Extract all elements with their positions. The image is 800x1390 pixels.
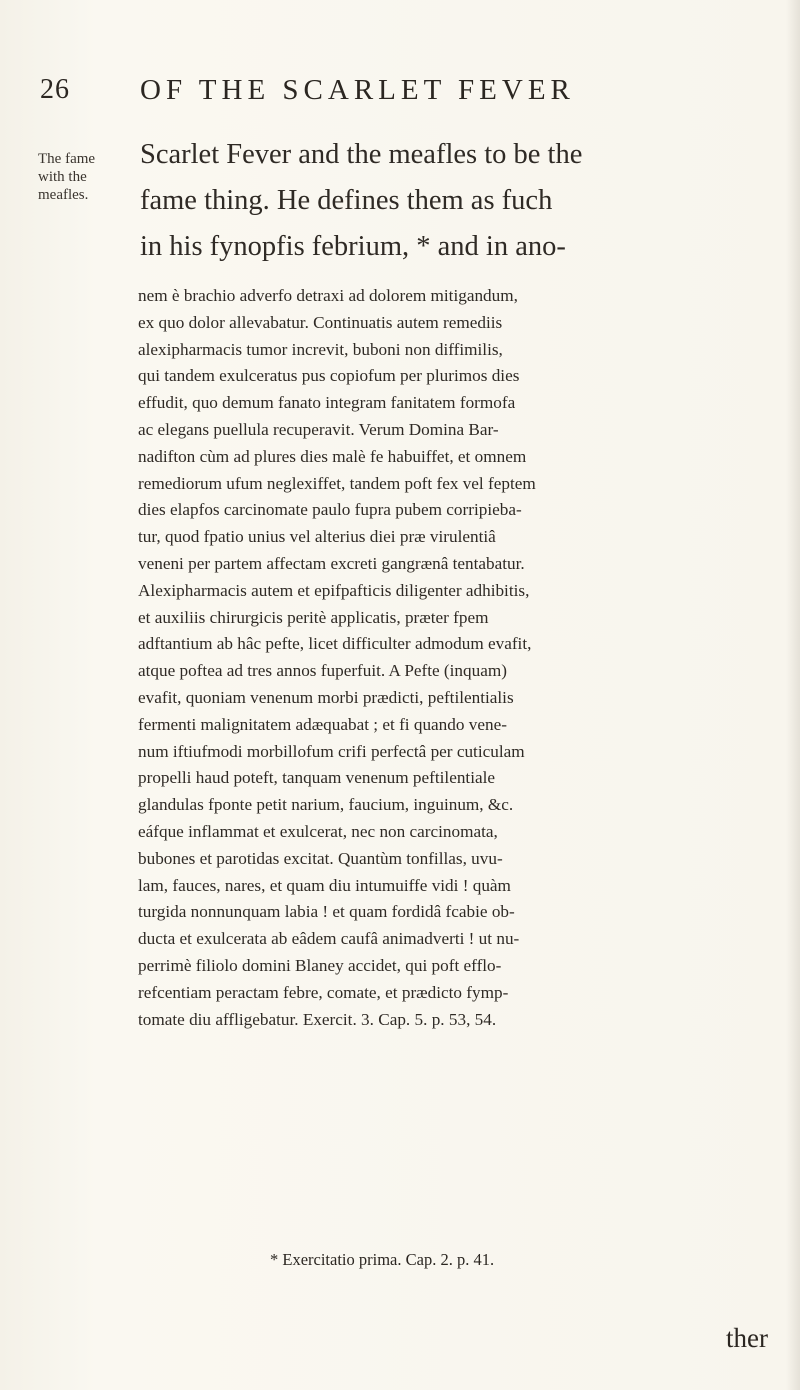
quote-line: adftantium ab hâc pefte, licet difficulter admodum evafit, [138, 634, 532, 654]
quote-line: alexipharmacis tumor increvit, buboni non diffimilis, [138, 339, 503, 359]
page-edge-shadow [786, 0, 800, 1390]
quote-line: remediorum ufum neglexiffet, tandem poft fex vel feptem [138, 473, 536, 493]
quote-line: tomate diu affligebatur. Exercit. 3. Cap. 5. p. 53, 54. [138, 1009, 497, 1029]
main-text-line: in his fynopfis febrium, * and in ano- [140, 231, 566, 262]
main-text-line: fame thing. He defines them as fuch [140, 185, 553, 216]
quote-line: dies elapfos carcinomate paulo fupra pubem corripieba- [138, 500, 522, 520]
quote-line: tur, quod fpatio unius vel alterius diei præ virulentiâ [138, 527, 496, 547]
margin-note-line: meafles. [38, 187, 89, 203]
quote-line: nadifton cùm ad plures dies malè fe habuiffet, et omnem [138, 446, 527, 466]
quote-line: perrimè filiolo domini Blaney accidet, qui poft efflo- [138, 955, 502, 975]
quote-line: bubones et parotidas excitat. Quantùm tonfillas, uvu- [138, 848, 503, 868]
running-head: OF THE SCARLET FEVER [140, 74, 575, 106]
margin-note-line: The fame [38, 151, 96, 167]
quote-line: nem è brachio adverfo detraxi ad dolorem mitigandum, [138, 286, 518, 305]
margin-note-line: with the [38, 169, 87, 185]
latin-quotation [138, 283, 778, 1033]
quote-line: turgida nonnunquam labia ! et quam fordidâ fcabie ob- [138, 902, 515, 922]
quote-line: et auxiliis chirurgicis peritè applicatis, præter fpem [138, 607, 489, 627]
quote-line: glandulas fponte petit narium, faucium, inguinum, &c. [138, 795, 514, 815]
catchword: ther [726, 1323, 768, 1353]
margin-note [38, 150, 120, 204]
quote-line: refcentiam peractam febre, comate, et prædicto fymp- [138, 982, 509, 1002]
quote-line: num iftiufmodi morbillofum crifi perfectâ per cuticulam [138, 741, 525, 761]
quote-line: Alexipharmacis autem et epifpafticis diligenter adhibitis, [138, 580, 530, 600]
quote-line: qui tandem exulceratus pus copiofum per plurimos dies [138, 366, 520, 386]
quote-line: ac elegans puellula recuperavit. Verum Domina Bar- [138, 419, 499, 439]
quote-line: evafit, quoniam venenum morbi prædicti, peftilentialis [138, 687, 514, 707]
quote-line: veneni per partem affectam excreti gangrænâ tentabatur. [138, 553, 525, 573]
quote-line: effudit, quo demum fanato integram fanitatem formofa [138, 393, 516, 413]
footnote: * Exercitatio prima. Cap. 2. p. 41. [270, 1250, 495, 1269]
main-text-line: Scarlet Fever and the meafles to be the [140, 139, 583, 170]
main-paragraph [140, 132, 780, 270]
quote-line: ex quo dolor allevabatur. Continuatis autem remediis [138, 312, 503, 332]
quote-line: propelli haud poteft, tanquam venenum peftilentiale [138, 768, 496, 788]
quote-line: ducta et exulcerata ab eâdem caufâ animadverti ! ut nu- [138, 929, 520, 949]
quote-line: fermenti malignitatem adæquabat ; et fi quando vene- [138, 714, 507, 734]
quote-line: lam, fauces, nares, et quam diu intumuiffe vidi ! quàm [138, 875, 511, 895]
quote-line: atque poftea ad tres annos fuperfuit. A Pefte (inquam) [138, 661, 507, 681]
page-header [0, 74, 800, 114]
page-number: 26 [40, 74, 70, 105]
quote-line: eáfque inflammat et exulcerat, nec non carcinomata, [138, 821, 498, 841]
